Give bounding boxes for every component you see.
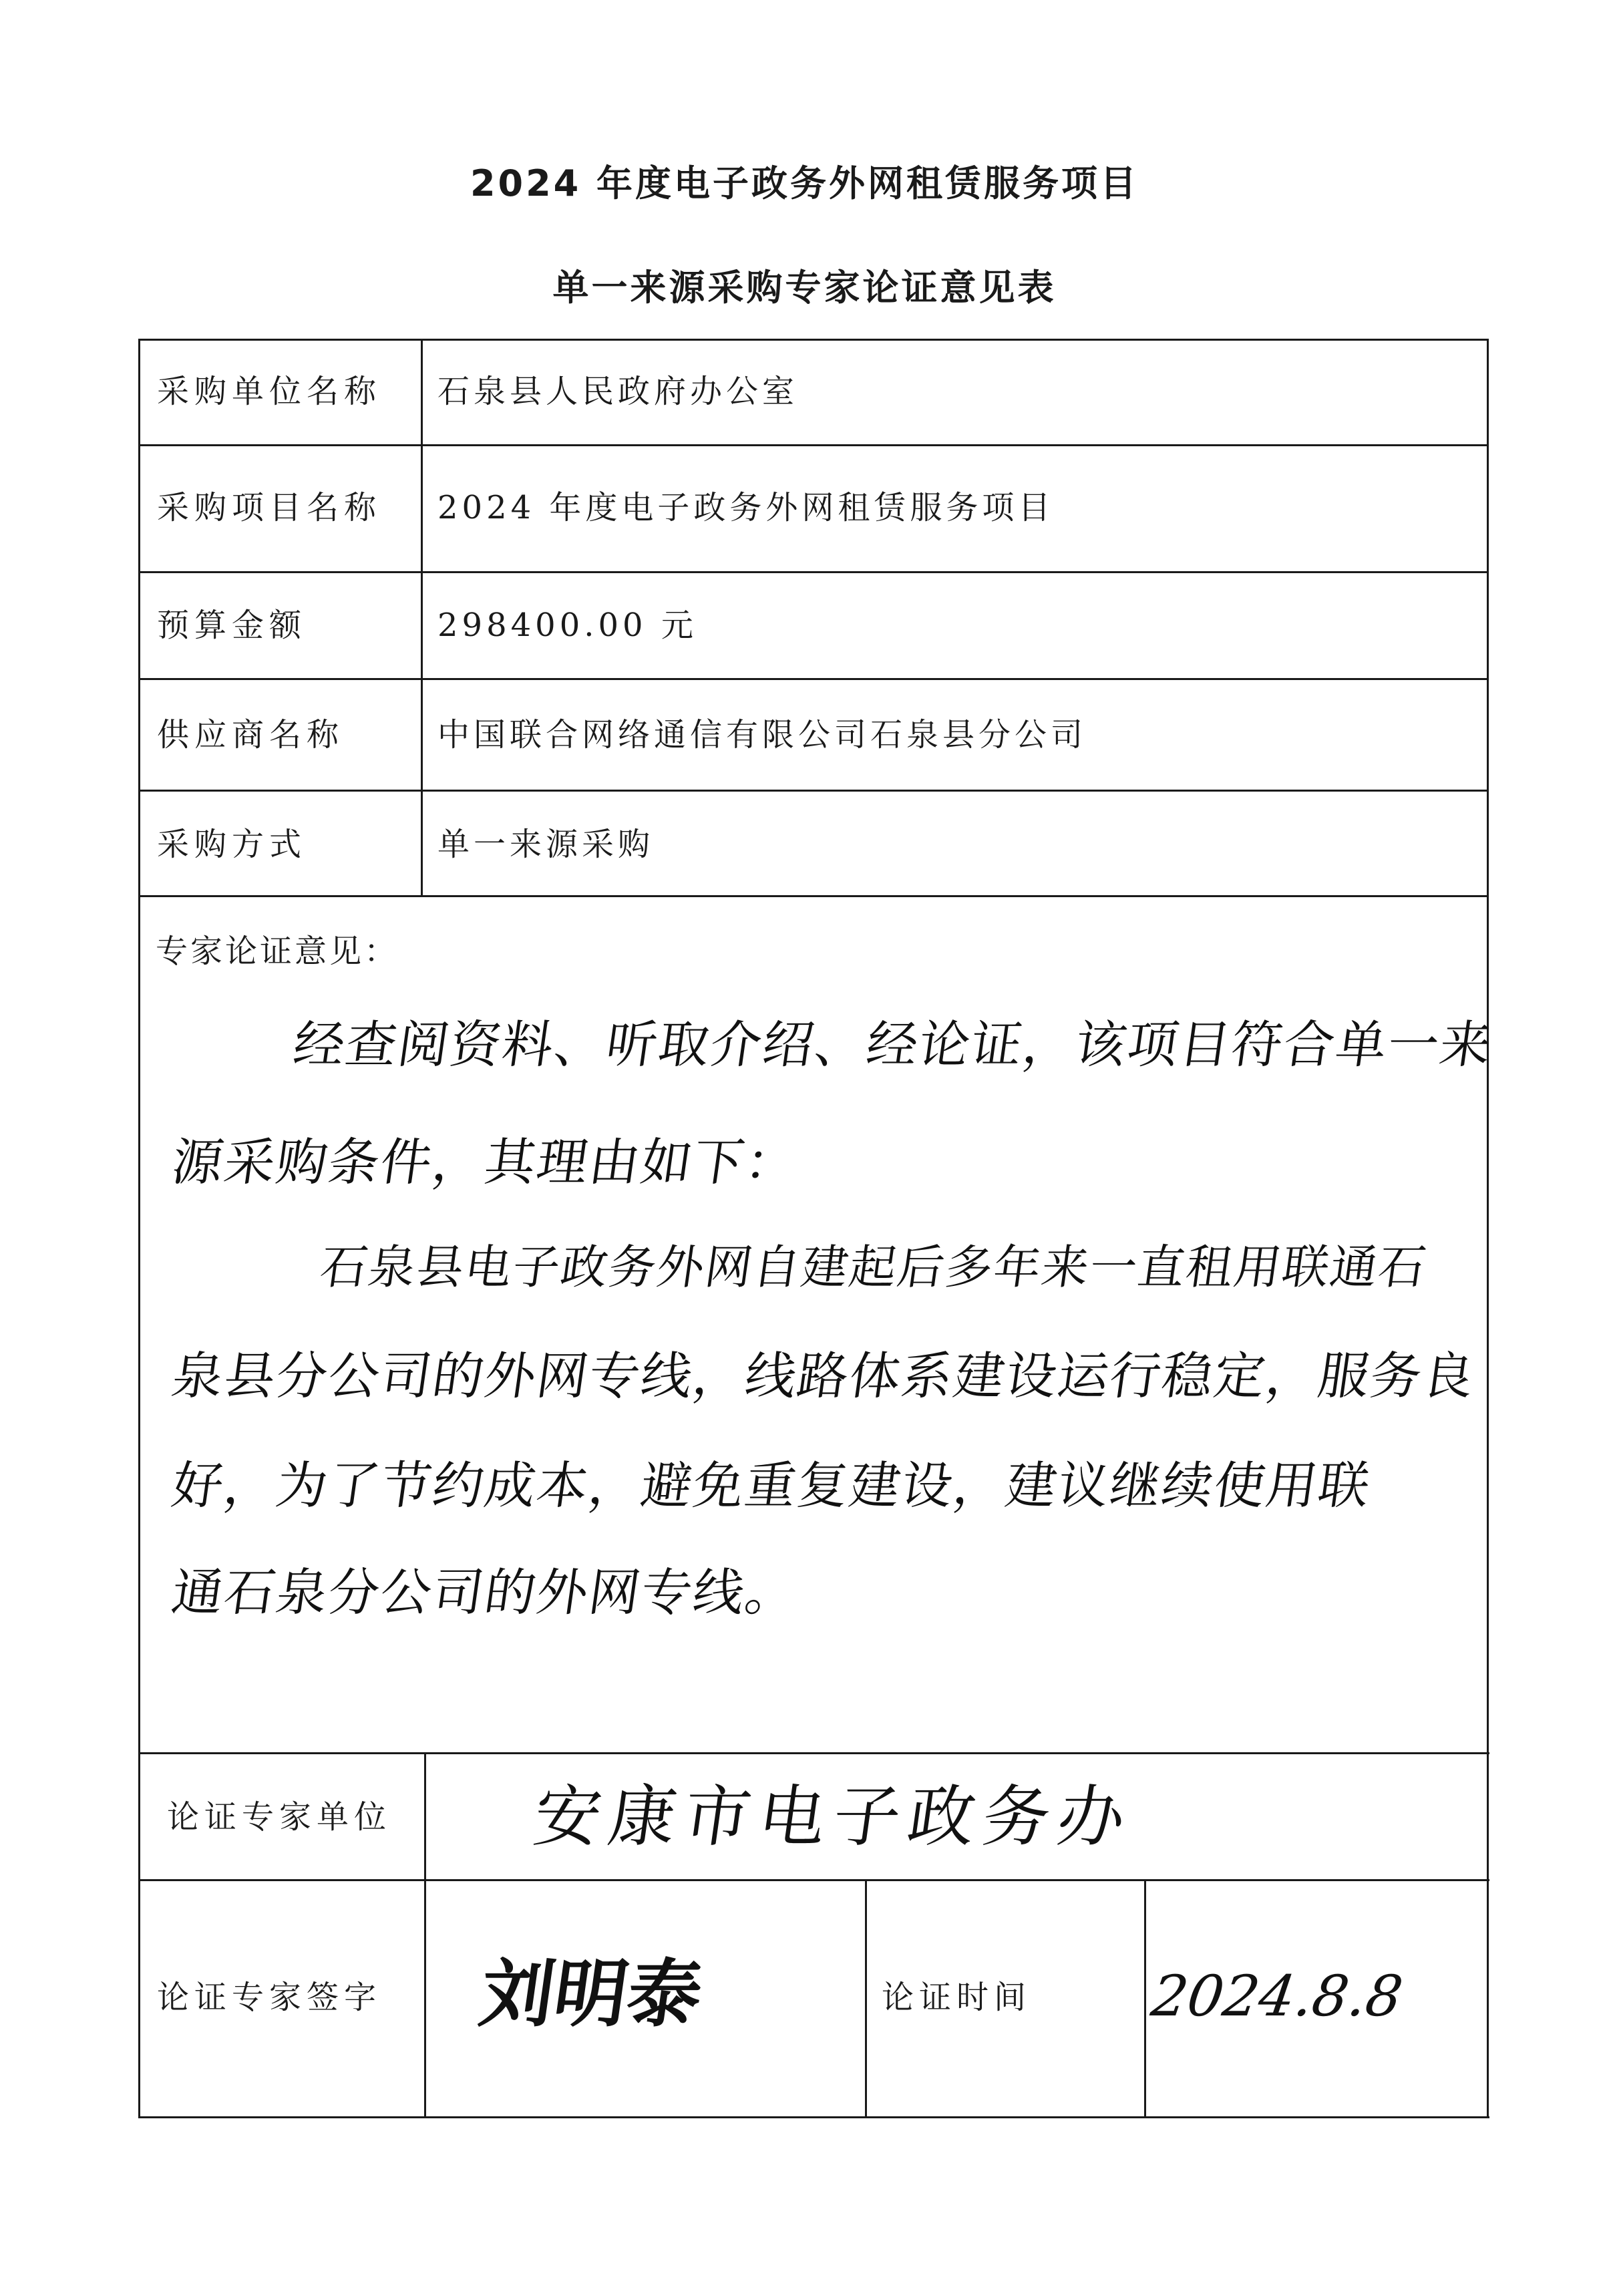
label-budget: 预算金额 (157, 607, 307, 644)
table-border-top (138, 339, 1487, 341)
column-divider (1144, 1879, 1146, 2118)
opinion-line: 好，为了节约成本，避免重复建设，建议继续使用联 (168, 1456, 1375, 1515)
opinion-line: 源采购条件，其理由如下： (168, 1132, 802, 1192)
opinion-line: 通石泉分公司的外网专线。 (168, 1563, 802, 1622)
row-divider (140, 1752, 1489, 1754)
document-subtitle: 单一来源采购专家论证意见表 (552, 267, 1057, 309)
opinion-line: 泉县分公司的外网专线，线路体系建设运行稳定，服务良 (168, 1346, 1479, 1406)
column-divider (424, 1752, 426, 2118)
column-divider (421, 339, 423, 897)
label-expert-unit: 论证专家单位 (167, 1798, 392, 1836)
row-divider (138, 571, 1487, 573)
opinion-line: 经查阅资料、听取介绍、经论证，该项目符合单一来 (289, 1015, 1497, 1074)
value-budget: 298400.00 元 (437, 607, 697, 644)
value-supplier-name: 中国联合网络通信有限公司石泉县分公司 (437, 716, 1087, 754)
document-title: 2024 年度电子政务外网租赁服务项目 (470, 162, 1139, 204)
column-divider (865, 1879, 867, 2118)
value-procurement-method: 单一来源采购 (437, 826, 655, 863)
table-border-right (1487, 339, 1489, 2118)
row-divider (138, 790, 1487, 792)
label-expert-signature: 论证专家签字 (157, 1979, 382, 2016)
row-divider (140, 1879, 1489, 1881)
row-divider (138, 678, 1487, 680)
label-review-time: 论证时间 (882, 1979, 1032, 2016)
label-procurement-method: 采购方式 (157, 826, 307, 863)
label-project-name: 采购项目名称 (157, 489, 382, 526)
value-review-time: 2024.8.8 (1147, 1963, 1407, 2029)
label-purchaser-name: 采购单位名称 (157, 373, 382, 410)
row-divider (138, 895, 1487, 897)
row-divider (138, 444, 1487, 446)
label-supplier-name: 供应商名称 (157, 716, 345, 754)
label-expert-opinion: 专家论证意见： (156, 933, 399, 970)
value-purchaser-name: 石泉县人民政府办公室 (437, 373, 799, 410)
table-border-bottom (140, 2116, 1489, 2118)
value-expert-unit: 安康市电子政务办 (528, 1778, 1139, 1856)
opinion-line: 石泉县电子政务外网自建起后多年来一直租用联通石 (317, 1240, 1431, 1295)
value-project-name: 2024 年度电子政务外网租赁服务项目 (437, 489, 1055, 526)
table-border-left (138, 339, 140, 2118)
expert-signature: 刘明泰 (475, 1951, 708, 2037)
